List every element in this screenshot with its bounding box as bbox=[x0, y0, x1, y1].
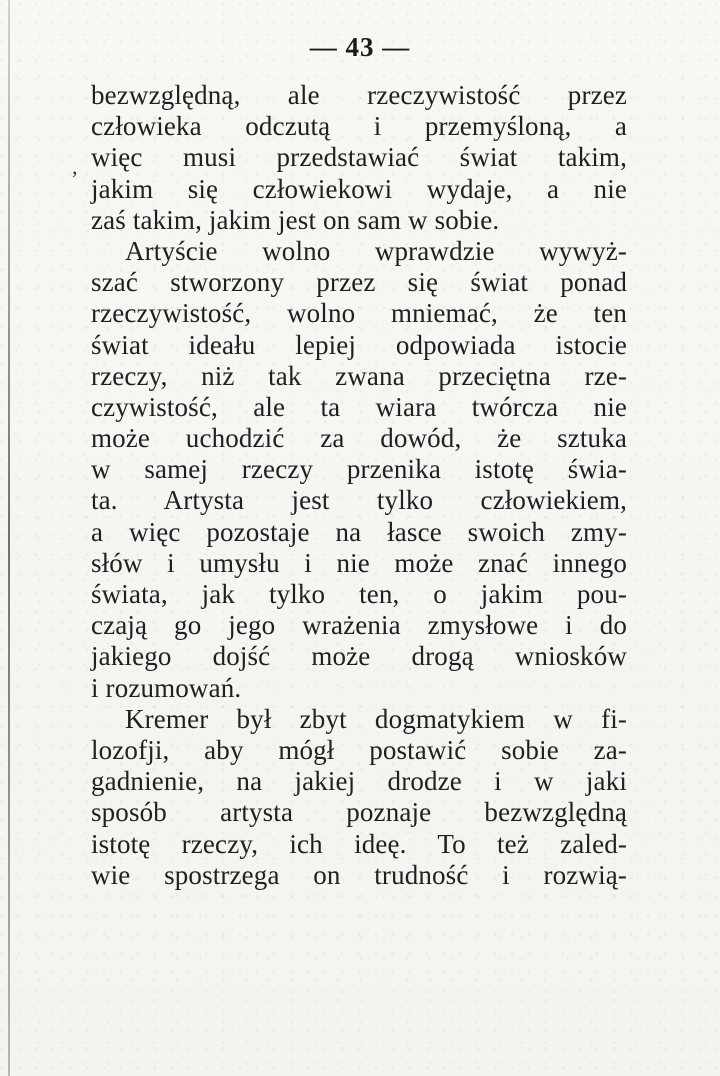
page-edge-shadow bbox=[8, 0, 10, 1076]
paragraph-start-line: Kremer był zbyt dogmatykiem w fi- bbox=[125, 703, 627, 734]
paragraph-start-line: Artyście wolno wprawdzie wywyż- bbox=[125, 235, 627, 266]
text-line: wie spostrzega on trudność i rozwią- bbox=[91, 859, 627, 890]
text-line: czają go jego wrażenia zmysłowe i do bbox=[91, 610, 627, 641]
text-line: człowieka odczutą i przemyśloną, a bbox=[91, 111, 627, 142]
text-line: więc musi przedstawiać świat takim, bbox=[91, 142, 627, 173]
page-number: — 43 — bbox=[309, 32, 411, 62]
text-line: może uchodzić za dowód, że sztuka bbox=[91, 423, 627, 454]
text-line: rzeczy, niż tak zwana przeciętna rze- bbox=[91, 360, 627, 391]
text-line: i rozumowań. bbox=[91, 672, 242, 703]
text-line: świata, jak tylko ten, o jakim pou- bbox=[91, 579, 627, 609]
text-line: gadnienie, na jakiej drodze i w jaki bbox=[91, 766, 627, 797]
text-line: istotę rzeczy, ich ideę. To też zaled- bbox=[91, 828, 627, 859]
text-line: zaś takim, jakim jest on sam w sobie. bbox=[91, 204, 500, 235]
body-text bbox=[91, 80, 627, 891]
text-line: świat ideału lepiej odpowiada istocie bbox=[91, 329, 627, 360]
text-line: ta. Artysta jest tylko człowiekiem, bbox=[91, 485, 627, 516]
text-line: sposób artysta poznaje bezwzględną bbox=[91, 797, 627, 828]
text-line: a więc pozostaje na łasce swoich zmy- bbox=[91, 516, 627, 547]
text-line: bezwzględną, ale rzeczywistość przez bbox=[91, 80, 627, 110]
text-line: w samej rzeczy przenika istotę świa- bbox=[91, 454, 627, 485]
text-line: lozofji, aby mógł postawić sobie za- bbox=[91, 734, 627, 765]
text-line: szać stworzony przez się świat ponad bbox=[91, 267, 627, 298]
text-line: jakiego dojść może drogą wniosków bbox=[91, 641, 627, 672]
stray-mark: , bbox=[72, 154, 78, 179]
text-line: rzeczywistość, wolno mniemać, że ten bbox=[91, 298, 627, 329]
text-line: czywistość, ale ta wiara twórcza nie bbox=[91, 391, 627, 422]
text-line: jakim się człowiekowi wydaje, a nie bbox=[91, 173, 627, 204]
text-line: słów i umysłu i nie może znać innego bbox=[91, 547, 627, 578]
